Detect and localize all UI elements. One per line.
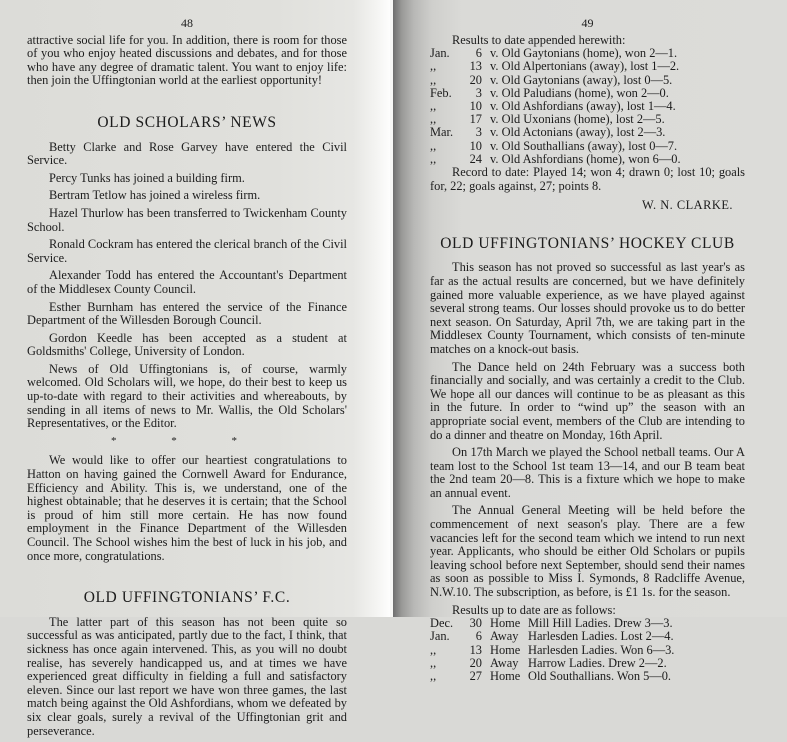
result-row	[430, 670, 674, 683]
match: v. Old Southallians (away), lost 0—7.	[490, 138, 678, 153]
news-item: Bertram Tetlow has joined a wireless firm.	[49, 188, 261, 203]
book-gutter	[390, 0, 393, 617]
section-separator: * * *	[111, 434, 263, 447]
result-row	[430, 630, 674, 643]
old-scholars-heading: OLD SCHOLARS’ NEWS	[97, 113, 277, 131]
match: v. Old Uxonians (home), lost 2—5.	[490, 112, 665, 127]
fc-heading: OLD UFFINGTONIANS’ F.C.	[83, 589, 291, 607]
hockey-paragraph: The Annual General Meeting will be held before the commencement of next season's play. There are a few vacancies left for the second team which we intend to run next year. Applicants, who should be either Old Scholars or pupils leaving school before next September, should send their names as soon as possible to Miss I. Symonds, 8 Radcliffe Avenue, N.W.10. The subscription, as before, is £1 1s. for the season.	[430, 503, 745, 600]
match: v. Old Alpertonians (away), lost 1—2.	[490, 59, 680, 74]
match: Harlesden Ladies. Won 6—3.	[528, 642, 675, 657]
day: 10	[469, 99, 482, 113]
month: ,,	[430, 151, 437, 166]
venue: Home	[490, 669, 521, 684]
match: Harlesden Ladies. Lost 2—4.	[528, 629, 674, 644]
month: Jan.	[430, 629, 450, 644]
hockey-paragraph: On 17th March we played the School netball teams. Our A team lost to the School 1st team 13—14, and our B team beat the 2nd team 20—8. This is a fixture which we hope to make an annual event.	[430, 445, 745, 500]
match: v. Old Gaytonians (home), won 2—1.	[490, 46, 678, 61]
venue: Away	[490, 655, 519, 670]
match: v. Old Ashfordians (home), won 6—0.	[490, 151, 681, 166]
match: v. Old Ashfordians (away), lost 1—4.	[490, 99, 676, 113]
news-item: Hazel Thurlow has been transferred to Twickenham County School.	[27, 205, 347, 234]
match: Harrow Ladies. Drew 2—2.	[528, 655, 667, 670]
match: Mill Hill Ladies. Drew 3—3.	[528, 616, 673, 631]
month: ,,	[430, 655, 437, 670]
intro-paragraph: attractive social life for you. In addition, there is room for those of you who enjoy heated discussions and debates, and for those who have any degree of dramatic talent. You want to enjoy life: then join the Uffingtonian world at the earliest opportunity!	[27, 32, 347, 88]
hockey-paragraph: The Dance held on 24th February was a success both financially and socially, and was certainly a credit to the Club. We hope all our dances will continue to be as pleasant as this in the future. In order to “wind up” the season with an appropriate social event, members of the Club are intending to do a dinner and theatre on Monday, 16th April.	[430, 359, 745, 442]
left-page	[0, 0, 392, 738]
hockey-heading: OLD UFFINGTONIANS’ HOCKEY CLUB	[440, 234, 735, 252]
left-page-content	[27, 17, 347, 742]
hockey-results-table	[430, 617, 674, 683]
news-item: Esther Burnham has entered the service of the Finance Department of the Willesden Borough Council.	[27, 299, 347, 328]
month: ,,	[430, 669, 437, 684]
news-item: Alexander Todd has entered the Accountant's Department of the Middlesex County Council.	[27, 268, 347, 296]
fc-record: Record to date: Played 14; won 4; drawn 0; lost 10; goals for, 22; goals against, 27; points 8.	[430, 165, 745, 193]
match: v. Old Paludians (home), won 2—0.	[490, 85, 669, 100]
news-item: Ronald Cockram has entered the clerical branch of the Civil Service.	[27, 237, 347, 265]
hockey-paragraph: This season has not proved so successful as last year's as far as the actual results are concerned, but we have definitely gained more valuable experience, as we have played against several strong teams. Our losses should provoke us to do better next season. On Saturday, April 7th, we are taking part in the Middlesex County Tournament, which consists of ten-minute matches on a knock-out basis.	[430, 260, 745, 356]
day: 20	[469, 72, 482, 87]
venue: Away	[490, 629, 519, 644]
month: Mar.	[430, 125, 454, 140]
month: Jan.	[430, 46, 450, 61]
page-number: 48	[181, 16, 193, 30]
hockey-results-intro: Results up to date are as follows:	[452, 602, 616, 617]
match: Old Southallians. Won 5—0.	[528, 669, 671, 684]
month: ,,	[430, 99, 437, 113]
month: ,,	[430, 59, 437, 74]
result-row	[430, 126, 681, 139]
fc-results-intro: Results to date appended herewith:	[452, 32, 626, 47]
right-page-content	[430, 17, 745, 683]
result-row	[430, 644, 674, 657]
venue: Home	[490, 642, 521, 657]
day: 10	[469, 138, 482, 153]
day: 13	[469, 59, 482, 74]
month: ,,	[430, 72, 437, 87]
result-row	[430, 60, 681, 73]
day: 6	[475, 629, 482, 644]
news-item: Percy Tunks has joined a building firm.	[49, 170, 245, 185]
match: v. Old Actonians (away), lost 2—3.	[490, 125, 666, 140]
day: 17	[469, 112, 482, 127]
month: Dec.	[430, 616, 454, 631]
result-row	[430, 74, 681, 87]
day: 27	[469, 669, 482, 684]
right-page	[392, 0, 787, 684]
page-number: 49	[581, 16, 594, 30]
month: ,,	[430, 138, 437, 153]
month: ,,	[430, 642, 437, 657]
month: ,,	[430, 112, 437, 127]
day: 24	[469, 151, 482, 166]
day: 13	[469, 642, 482, 657]
fc-results-table	[430, 47, 681, 166]
signature: W. N. CLARKE.	[641, 198, 733, 213]
congratulations-paragraph: We would like to offer our heartiest congratulations to Hatton on having gained the Cornwell Award for Endurance, Efficiency and Ability. This is, we understand, one of the highest obtainable; that he deserves it is certain; that the School is proud of him still more certain. He has now found employment in the Finance Department of the Willesden Council. The School wishes him the best of luck in his job, and once more, congratulations.	[27, 453, 347, 563]
fc-paragraph: The latter part of this season has not been quite so successful as was anticipated, partly due to the fact, I think, that sickness has once again intervened. This, as you will no doubt realise, has severely handicapped us, and at times we have experienced great difficulty in fielding a full and satisfactory eleven. Since our last report we have won three games, the last match being against the Old Ashfordians, whom we defeated by six clear goals, surely a revival of the Uffingtonian grit and perseverance.	[27, 614, 347, 738]
news-item: News of Old Uffingtonians is, of course, warmly welcomed. Old Scholars will, we hope, do their best to keep us up-to-date with regard to their activities and whereabouts, by sending in all items of news to Mr. Wallis, the Old Scholars' Representatives, or the Editor.	[27, 361, 347, 431]
match: v. Old Gaytonians (away), lost 0—5.	[490, 72, 673, 87]
news-item: Gordon Keedle has been accepted as a student at Goldsmiths' College, University of London.	[27, 330, 347, 359]
day: 3	[475, 85, 482, 100]
day: 30	[469, 616, 482, 631]
result-row	[430, 140, 681, 153]
month: Feb.	[430, 85, 452, 100]
day: 6	[475, 46, 482, 61]
news-item: Betty Clarke and Rose Garvey have entered the Civil Service.	[27, 139, 347, 168]
venue: Home	[490, 616, 521, 631]
day: 20	[469, 655, 482, 670]
day: 3	[475, 125, 482, 140]
